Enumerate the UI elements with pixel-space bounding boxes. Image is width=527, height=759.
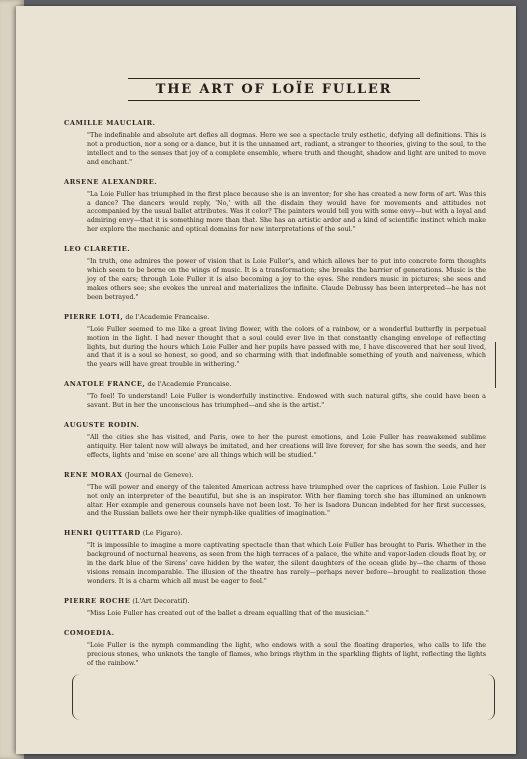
author-name: COMOEDIA. (64, 628, 115, 637)
entry-author (64, 119, 486, 127)
author-affiliation: (L'Art Decoratif). (130, 596, 190, 605)
testimonial-entry (64, 529, 486, 586)
entry-quote: "Loie Fuller seemed to me like a great living flower, with the colors of a rainbow, or a wonderful butterfly in perpetual motion in the light. I had never thought that a soul could ever live in that constantly changing envelope of reflecting lights, but during the hours which Loie Fuller and her pupils have passed with me, I have discovered that her soul lived, and that it is a soul so honest, so good, and so charming with that indefinable something of youth and naiveness, which the years will have great trouble in withering." (87, 324, 486, 369)
entry-quote: "Loie Fuller is the nymph commanding the light, who endows with a soul the floating draperies, who calls to life the precious stones, who unknots the tangle of flames, who brings rhythm in the sparkling flights of light, reflecting the lights of the rainbow." (87, 640, 486, 667)
author-name: PIERRE LOTI, (64, 312, 124, 321)
entry-quote: "To feel! To understand! Loie Fuller is wonderfully instinctive. Endowed with such natural gifts, she could have been a savant. But in her the unconscious has triumphed—and she is the artist." (87, 392, 486, 410)
author-name: RENE MORAX (64, 470, 123, 479)
author-name: AUGUSTE RODIN. (64, 421, 140, 430)
entry-author (64, 597, 486, 605)
testimonial-entry (64, 380, 486, 410)
author-name: HENRI QUITTARD (64, 529, 141, 538)
entry-quote: "All the cities she has visited, and Paris, owe to her the purest emotions, and Loie Fuller has reawakened sublime antiquity. Her talent now will always be imitated, and her creations will live forever, for she has sown the seeds, and her effects, lights and 'mise en scene' are all things which will be studied." (87, 433, 486, 459)
author-name: PIERRE ROCHE (64, 596, 131, 605)
testimonial-entry (64, 471, 486, 519)
entry-author (64, 629, 486, 637)
margin-pencil-mark (484, 674, 495, 720)
testimonial-entry (64, 119, 486, 167)
entry-author (64, 471, 486, 479)
title-rule-top (128, 78, 420, 79)
author-name: LEO CLARETIE. (64, 245, 131, 254)
entry-author (64, 421, 486, 429)
entry-quote: "In truth, one admires the power of vision that is Loie Fuller's, and which allows her to put into concrete form thoughts which seem to be borne on the wings of music. It is a transformation; she breaks the barrier of generations. Music is the joy of the ears; through Loie Fuller it is also becoming a joy to the eyes. She renders music in pictures; she sees and makes others see; she evokes the unreal and materializes the infinite. Claude Debussy has been interpreted—he has not been betrayed." (87, 257, 486, 301)
testimonial-list (64, 119, 486, 679)
entry-quote: "It is impossible to imagine a more captivating spectacle than that which Loie Fuller has brought to Paris. Whether in the background of nocturnal heavens, as seen from the high terraces of a palace, the white and vapor-laden clouds float by, or in the dark blue of the Sirens' cave hidden by the water, the silent daughters of the ocean glide by—the charm of those visions remain incomparable. The illusion of the theatre has rarely—perhaps never before—brought to realization those wonders. It is a charm which all must be eager to feel." (87, 541, 486, 585)
margin-pencil-mark (491, 342, 496, 388)
entry-quote: "Miss Loie Fuller has created out of the ballet a dream equalling that of the musician." (87, 608, 369, 617)
author-affiliation: de l'Academie Francaise. (123, 312, 210, 321)
testimonial-entry (64, 313, 486, 370)
testimonial-entry (64, 178, 486, 235)
author-name: ARSENE ALEXANDRE. (64, 177, 158, 186)
entry-quote: "The indefinable and absolute art defies all dogmas. Here we see a spectacle truly esthetic, defying all definitions. This is not a production, nor a song or a dance, but it is the unnamed art, radiant, a stranger to theories, giving to the soul, to the intellect and to the senses that joy of a complete ensemble, where truth and thought, shadow and light are united to move and enchant." (87, 131, 486, 166)
author-name: ANATOLE FRANCE, (64, 380, 146, 389)
title-rule-bottom (128, 100, 420, 101)
entry-author (64, 380, 486, 388)
entry-author (64, 178, 486, 186)
entry-author (64, 529, 486, 537)
title-block (128, 78, 420, 101)
testimonial-entry (64, 597, 486, 618)
entry-quote: "La Loie Fuller has triumphed in the first place because she is an inventor; for she has created a new form of art. Was this a dance? The dancers would reply, 'No,' with all the disdain they would have for movements and attitudes not accompanied by the usual ballet attributes. Was it color? The painters would tell you with some envy—but with a loyal and admiring envy—that it is something more than that. She has an artistic ardor and a kind of scientific instinct which make her explore the mechanic and optical domains for new interpretations of the soul." (87, 189, 486, 234)
page-title: THE ART OF LOÏE FULLER (155, 82, 393, 97)
author-affiliation: (Le Figaro). (140, 529, 183, 538)
testimonial-entry (64, 421, 486, 460)
entry-author (64, 313, 486, 321)
margin-pencil-mark (72, 674, 83, 720)
author-name: CAMILLE MAUCLAIR. (64, 119, 156, 127)
author-affiliation: (Journal de Geneve). (122, 470, 194, 479)
entry-quote: "The will power and energy of the talented American actress have triumphed over the caprices of fashion. Loie Fuller is not only an interpreter of the beautiful, but she is an inspirator. With her flaming torch she has illumined an unknown altar. Her example and generous counsels have not been lost. To her is Isadora Duncan indebted for her first successes, and the Russian ballets owe her their nymph-like qualities of imagination." (87, 482, 486, 518)
author-affiliation: de l'Academie Francaise. (145, 380, 232, 389)
testimonial-entry (64, 629, 486, 668)
document-page (16, 6, 516, 754)
entry-author (64, 245, 486, 253)
testimonial-entry (64, 245, 486, 302)
